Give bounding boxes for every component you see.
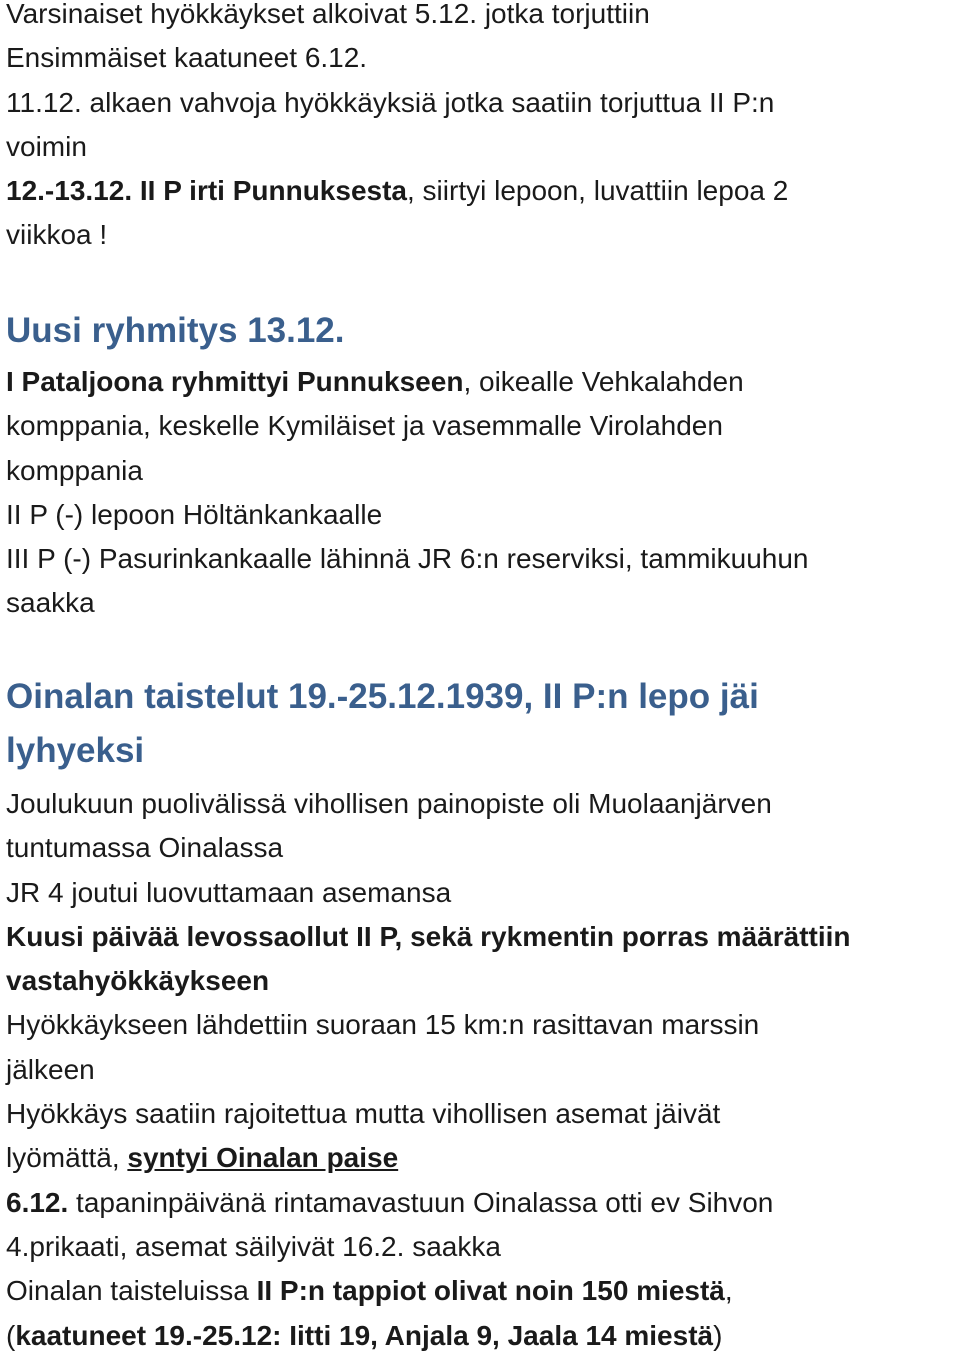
text-line: [6, 1314, 851, 1358]
text-line: tuntumassa Oinalassa: [6, 832, 284, 864]
text-line: III P (-) Pasurinkankaalle lähinnä JR 6:n reserviksi, tammikuuhun: [6, 543, 809, 575]
heading-new-grouping: Uusi ryhmitys 13.12.: [6, 311, 345, 350]
text-line: Ensimmäiset kaatuneet 6.12.: [6, 42, 368, 74]
text-line: Varsinaiset hyökkäykset alkoivat 5.12. jotka torjuttiin: [6, 0, 650, 29]
text-line: [6, 1269, 851, 1313]
section-grouping: [6, 360, 809, 626]
heading-line: lyhyeksi: [6, 731, 145, 770]
bold-text: 6.12.: [6, 1186, 69, 1218]
bold-text: kaatuneet 19.-25.12: Iitti 19, Anjala 9, Jaala 14 miestä: [15, 1319, 714, 1351]
underlined-bold-text: syntyi Oinalan paise: [127, 1142, 399, 1174]
text-line: 11.12. alkaen vahvoja hyökkäyksiä jotka saatiin torjuttua II P:n: [6, 86, 775, 118]
text-line-bold: vastahyökkäykseen: [6, 965, 270, 997]
section-attacks: [6, 0, 788, 258]
text-span: , oikealle Vehkalahden: [463, 366, 744, 397]
text-line: [6, 169, 788, 213]
text-span: Oinalan taisteluissa: [6, 1275, 257, 1307]
text-line: Hyökkäykseen lähdettiin suoraan 15 km:n rasittavan marssin: [6, 1009, 760, 1041]
text-span: lyömättä,: [6, 1142, 128, 1174]
bold-text: 12.-13.12. II P irti Punnuksesta: [6, 175, 407, 207]
text-span: tapaninpäivänä rintamavastuun Oinalassa otti ev Sihvon: [68, 1186, 774, 1218]
text-line: Hyökkäys saatiin rajoitettua mutta vihollisen asemat jäivät: [6, 1098, 721, 1130]
text-line: viikkoa !: [6, 219, 108, 251]
text-line: voimin: [6, 130, 87, 162]
text-span: ): [713, 1319, 723, 1351]
text-line: Joulukuun puolivälissä vihollisen painopiste oli Muolaanjärven: [6, 788, 772, 819]
text-span: (: [6, 1319, 16, 1351]
section-oinala: [6, 782, 851, 1358]
bold-text: I Pataljoona ryhmittyi Punnukseen: [6, 366, 464, 397]
text-line: [6, 1181, 851, 1225]
text-line: saakka: [6, 587, 95, 619]
bold-text: II P:n tappiot olivat noin 150 miestä: [256, 1275, 725, 1307]
text-line: [6, 1136, 851, 1180]
text-line: jälkeen: [6, 1053, 95, 1085]
text-line: komppania: [6, 454, 143, 486]
text-line: 4.prikaati, asemat säilyivät 16.2. saakka: [6, 1230, 501, 1262]
heading-line: Oinalan taistelut 19.-25.12.1939, II P:n lepo jäi: [6, 677, 759, 716]
text-line: komppania, keskelle Kymiläiset ja vasemmalle Virolahden: [6, 410, 723, 442]
text-line: [6, 360, 809, 404]
text-line: II P (-) lepoon Höltänkankaalle: [6, 498, 383, 530]
text-span: ,: [724, 1275, 733, 1307]
heading-oinala-battles: [6, 670, 759, 778]
text-line-bold: Kuusi päivää levossaollut II P, sekä rykmentin porras määrättiin: [6, 920, 851, 952]
text-span: , siirtyi lepoon, luvattiin lepoa 2: [407, 175, 789, 207]
text-line: JR 4 joutui luovuttamaan asemansa: [6, 876, 452, 908]
